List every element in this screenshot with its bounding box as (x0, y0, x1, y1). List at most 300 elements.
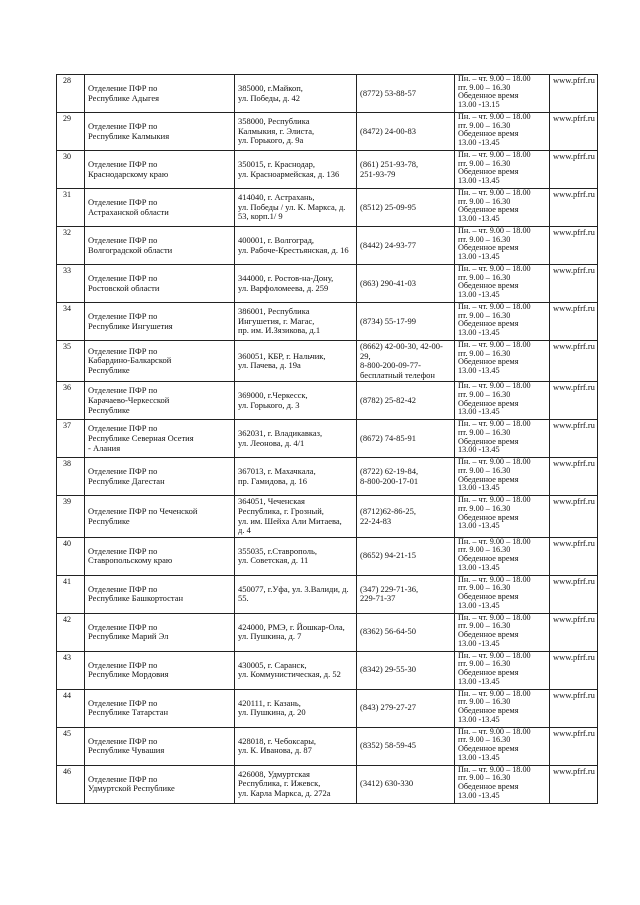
branch-name-line: Удмуртской Республике (88, 783, 175, 794)
branch-name-line: Краснодарскому краю (88, 168, 169, 179)
branch-name-cell (85, 113, 235, 151)
hours-line: пт. 9.00 – 16.30 (458, 427, 511, 437)
hours-cell (455, 727, 550, 765)
address-line: Калмыкия, г. Элиста, (238, 125, 315, 136)
hours-line: пт. 9.00 – 16.30 (458, 503, 511, 513)
address-cell (235, 496, 357, 537)
address-cell (235, 458, 357, 496)
hours-line: Пн. – чт. 9.00 – 18.00 (458, 537, 531, 546)
branch-name-cell (85, 496, 235, 537)
address-line: Ингушетия, г. Магас, (238, 315, 315, 326)
website-link[interactable]: www.pfrf.ru (550, 189, 598, 227)
hours-line: пт. 9.00 – 16.30 (458, 234, 511, 244)
address-line: Республика, г. Ижевск, (238, 778, 321, 789)
address-cell (235, 727, 357, 765)
branch-name-line: Отделение ПФР по (88, 697, 158, 708)
address-line: 350015, г. Краснодар, (238, 158, 316, 169)
table-row (57, 265, 598, 303)
phone-cell (357, 189, 455, 227)
hours-line: Обеденное время (458, 129, 519, 139)
branch-name-cell (85, 458, 235, 496)
hours-line: 13.00 -13.45 (458, 790, 500, 800)
hours-line: 13.00 -13.45 (458, 407, 500, 417)
website-link[interactable]: www.pfrf.ru (550, 765, 598, 803)
address-line: ул. Горького, д. 3 (238, 399, 300, 410)
address-line: ул. Карла Маркса, д. 272а (238, 788, 331, 799)
hours-line: Пн. – чт. 9.00 – 18.00 (458, 74, 531, 83)
hours-line: Пн. – чт. 9.00 – 18.00 (458, 112, 531, 121)
hours-cell (455, 575, 550, 613)
table-row (57, 575, 598, 613)
table-row (57, 496, 598, 537)
address-line: 385000, г.Майкоп, (238, 82, 303, 93)
phone-cell (357, 537, 455, 575)
hours-line: Обеденное время (458, 743, 519, 753)
phone-line: (8772) 53-88-57 (360, 87, 416, 98)
hours-cell (455, 75, 550, 113)
address-line: ул. К. Иванова, д. 87 (238, 745, 312, 756)
branch-name-line: Отделение ПФР по (88, 120, 158, 131)
hours-line: Обеденное время (458, 357, 519, 367)
row-number: 37 (57, 420, 85, 458)
hours-line: 13.00 -13.45 (458, 600, 500, 610)
hours-cell (455, 113, 550, 151)
address-line: 420111, г. Казань, (238, 697, 301, 708)
phone-line: (8734) 55-17-99 (360, 315, 416, 326)
phone-cell (357, 227, 455, 265)
address-line: пр. Гамидова, д. 16 (238, 475, 308, 486)
table-row (57, 689, 598, 727)
phone-line: 251-93-79 (360, 168, 396, 179)
hours-line: Пн. – чт. 9.00 – 18.00 (458, 302, 531, 311)
address-line: 362031, г. Владикавказ, (238, 428, 323, 439)
address-line: ул. Победы, д. 42 (238, 92, 300, 103)
address-cell (235, 151, 357, 189)
hours-line: Пн. – чт. 9.00 – 18.00 (458, 419, 531, 429)
branch-name-line: Республике Татарстан (88, 707, 169, 718)
hours-line: Пн. – чт. 9.00 – 18.00 (458, 457, 531, 467)
hours-line: Пн. – чт. 9.00 – 18.00 (458, 613, 531, 622)
phone-line: (8652) 94-21-15 (360, 550, 416, 561)
branch-name-line: Республике Башкортостан (88, 593, 184, 604)
branch-name-line: Отделение ПФР по (88, 310, 158, 321)
address-cell (235, 575, 357, 613)
hours-line: 13.00 -13.45 (458, 676, 500, 686)
row-number: 40 (57, 537, 85, 575)
website-link[interactable]: www.pfrf.ru (550, 651, 598, 689)
branch-name-cell (85, 689, 235, 727)
website-link[interactable]: www.pfrf.ru (550, 575, 598, 613)
hours-line: 13.00 -13.45 (458, 445, 500, 455)
hours-line: Обеденное время (458, 591, 519, 601)
hours-cell (455, 265, 550, 303)
address-cell (235, 613, 357, 651)
branch-name-cell (85, 727, 235, 765)
table-row (57, 227, 598, 265)
hours-line: пт. 9.00 – 16.30 (458, 621, 511, 631)
phone-line: (8672) 74-85-91 (360, 433, 416, 444)
pfr-branches-table-page (56, 74, 597, 804)
address-cell (235, 227, 357, 265)
table-row (57, 613, 598, 651)
hours-line: Пн. – чт. 9.00 – 18.00 (458, 689, 531, 698)
branch-name-line: Отделение ПФР по (88, 196, 158, 207)
hours-cell (455, 151, 550, 189)
hours-line: пт. 9.00 – 16.30 (458, 272, 511, 282)
table-row (57, 382, 598, 420)
hours-line: Пн. – чт. 9.00 – 18.00 (458, 765, 531, 774)
branch-name-line: Отделение ПФР по (88, 735, 158, 746)
hours-line: Обеденное время (458, 705, 519, 715)
hours-line: 13.00 -13.45 (458, 251, 500, 261)
hours-line: Пн. – чт. 9.00 – 18.00 (458, 340, 531, 349)
hours-line: 13.00 -13.15 (458, 99, 500, 109)
hours-line: пт. 9.00 – 16.30 (458, 389, 511, 399)
hours-line: Обеденное время (458, 243, 519, 253)
address-line: 428018, г. Чебоксары, (238, 735, 317, 746)
phone-line: (8512) 25-09-95 (360, 201, 416, 212)
branch-name-line: Республике Калмыкия (88, 130, 170, 141)
hours-line: пт. 9.00 – 16.30 (458, 310, 511, 320)
phone-cell (357, 382, 455, 420)
branch-name-cell (85, 189, 235, 227)
phone-cell (357, 575, 455, 613)
branch-name-line: Кабардино-Балкарской (88, 355, 172, 366)
website-link[interactable]: www.pfrf.ru (550, 689, 598, 727)
phone-line: (8712)62-86-25, (360, 505, 416, 516)
branch-name-line: Республике Марий Эл (88, 631, 169, 642)
phone-cell (357, 651, 455, 689)
branch-name-line: Республике Дагестан (88, 475, 165, 486)
hours-line: пт. 9.00 – 16.30 (458, 545, 511, 555)
address-line: ул. Коммунистическая, д. 52 (238, 669, 341, 680)
branch-name-cell (85, 265, 235, 303)
phone-line: (8442) 24-93-77 (360, 239, 416, 250)
phone-cell (357, 265, 455, 303)
address-line: 360051, КБР, г. Нальчик, (238, 350, 326, 361)
phone-line: (8352) 58-59-45 (360, 740, 416, 751)
phone-line: 8-800-200-09-77- (360, 360, 421, 371)
hours-line: пт. 9.00 – 16.30 (458, 773, 511, 783)
phone-cell (357, 341, 455, 382)
branch-name-line: Отделение ПФР по Чеченской (88, 505, 198, 516)
branch-name-cell (85, 227, 235, 265)
phone-line: (861) 251-93-78, (360, 158, 419, 169)
address-line: ул. Советская, д. 11 (238, 555, 309, 566)
website-link[interactable]: www.pfrf.ru (550, 151, 598, 189)
table-row (57, 75, 598, 113)
branch-name-line: Республике Ингушетия (88, 320, 173, 331)
address-line: ул. им. Шейха Али Митаева, (238, 515, 342, 526)
table-row (57, 303, 598, 341)
phone-line: (863) 290-41-03 (360, 277, 416, 288)
phone-line: (8342) 29-55-30 (360, 664, 416, 675)
branch-name-cell (85, 651, 235, 689)
hours-line: 13.00 -13.45 (458, 638, 500, 648)
phone-cell (357, 765, 455, 803)
hours-line: Обеденное время (458, 205, 519, 215)
branch-name-cell (85, 613, 235, 651)
website-link[interactable]: www.pfrf.ru (550, 341, 598, 382)
branch-name-cell (85, 765, 235, 803)
phone-cell (357, 458, 455, 496)
address-line: д. 4 (238, 525, 251, 536)
phone-cell (357, 496, 455, 537)
address-line: ул. Рабоче-Крестьянская, д. 16 (238, 244, 349, 255)
address-line: ул. Леонова, д. 4/1 (238, 437, 305, 448)
address-line: ул. Красноармейская, д. 136 (238, 168, 340, 179)
row-number: 33 (57, 265, 85, 303)
hours-line: Обеденное время (458, 436, 519, 446)
hours-line: Обеденное время (458, 167, 519, 177)
address-line: 358000, Республика (238, 116, 310, 127)
address-line: 369000, г.Черкесск, (238, 390, 308, 401)
branch-name-line: Отделение ПФР по (88, 272, 158, 283)
hours-line: 13.00 -13.45 (458, 213, 500, 223)
address-cell (235, 765, 357, 803)
table-row (57, 113, 598, 151)
row-number: 45 (57, 727, 85, 765)
address-cell (235, 303, 357, 341)
row-number: 42 (57, 613, 85, 651)
branch-name-line: - Алания (88, 442, 121, 453)
row-number: 29 (57, 113, 85, 151)
branch-name-line: Ростовской области (88, 282, 160, 293)
address-line: 367013, г. Махачкала, (238, 466, 316, 477)
branch-name-line: Республике (88, 515, 130, 526)
hours-cell (455, 651, 550, 689)
branch-name-line: Отделение ПФР по (88, 773, 158, 784)
branch-name-line: Отделение ПФР по (88, 583, 158, 594)
branch-name-line: Волгоградской области (88, 244, 173, 255)
table-row (57, 651, 598, 689)
branch-name-line: Отделение ПФР по (88, 659, 158, 670)
phone-cell (357, 420, 455, 458)
website-link[interactable]: www.pfrf.ru (550, 265, 598, 303)
phone-cell (357, 613, 455, 651)
hours-cell (455, 189, 550, 227)
row-number: 46 (57, 765, 85, 803)
hours-cell (455, 689, 550, 727)
hours-line: 13.00 -13.45 (458, 175, 500, 185)
phone-line: бесплатный телефон (360, 369, 435, 380)
website-link[interactable]: www.pfrf.ru (550, 303, 598, 341)
phone-line: (3412) 630-330 (360, 778, 414, 789)
address-cell (235, 651, 357, 689)
branch-name-line: Отделение ПФР по (88, 345, 158, 356)
address-cell (235, 537, 357, 575)
phone-line: (8472) 24-00-83 (360, 125, 416, 136)
branch-name-line: Отделение ПФР по (88, 82, 158, 93)
hours-line: 13.00 -13.45 (458, 562, 500, 572)
hours-line: Обеденное время (458, 553, 519, 563)
hours-line: Обеденное время (458, 474, 519, 484)
hours-line: пт. 9.00 – 16.30 (458, 82, 511, 92)
address-line: ул. Варфоломеева, д. 259 (238, 282, 329, 293)
row-number: 43 (57, 651, 85, 689)
phone-cell (357, 151, 455, 189)
table-row (57, 189, 598, 227)
address-cell (235, 189, 357, 227)
hours-line: Пн. – чт. 9.00 – 18.00 (458, 651, 531, 660)
address-line: 414040, г. Астрахань, (238, 192, 315, 203)
phone-cell (357, 303, 455, 341)
hours-line: 13.00 -13.45 (458, 483, 500, 493)
hours-line: пт. 9.00 – 16.30 (458, 465, 511, 475)
phone-cell (357, 113, 455, 151)
branch-name-line: Республике Адыгея (88, 92, 160, 103)
website-link[interactable]: www.pfrf.ru (550, 537, 598, 575)
website-link[interactable]: www.pfrf.ru (550, 227, 598, 265)
address-line: Республика, г. Грозный, (238, 505, 324, 516)
address-line: 400001, г. Волгоград, (238, 234, 315, 245)
address-line: ул. Пачева, д. 19а (238, 360, 301, 371)
hours-line: Обеденное время (458, 319, 519, 329)
row-number: 34 (57, 303, 85, 341)
hours-line: 13.00 -13.45 (458, 521, 500, 531)
hours-line: Пн. – чт. 9.00 – 18.00 (458, 575, 531, 584)
phone-line: 8-800-200-17-01 (360, 475, 419, 486)
hours-line: Пн. – чт. 9.00 – 18.00 (458, 188, 531, 197)
branch-name-cell (85, 303, 235, 341)
row-number: 28 (57, 75, 85, 113)
row-number: 31 (57, 189, 85, 227)
address-cell (235, 382, 357, 420)
branch-name-line: Республике (88, 404, 130, 415)
branch-name-line: Астраханской области (88, 206, 169, 217)
hours-line: Обеденное время (458, 667, 519, 677)
address-line: ул. Горького, д. 9а (238, 135, 304, 146)
branch-name-line: Республике Чувашия (88, 745, 165, 756)
hours-line: 13.00 -13.45 (458, 752, 500, 762)
hours-line: 13.00 -13.45 (458, 137, 500, 147)
phone-line: 229-71-37 (360, 593, 396, 604)
hours-line: Пн. – чт. 9.00 – 18.00 (458, 226, 531, 235)
branch-name-line: Республике Мордовия (88, 669, 169, 680)
branch-name-line: Ставропольскому краю (88, 555, 173, 566)
phone-line: (347) 229-71-36, (360, 583, 419, 594)
phone-line: (8722) 62-19-84, (360, 466, 419, 477)
website-link[interactable]: www.pfrf.ru (550, 420, 598, 458)
website-link[interactable]: www.pfrf.ru (550, 113, 598, 151)
hours-line: пт. 9.00 – 16.30 (458, 196, 511, 206)
phone-line: (8362) 56-64-50 (360, 626, 416, 637)
website-link[interactable]: www.pfrf.ru (550, 496, 598, 537)
address-line: 430005, г. Саранск, (238, 659, 307, 670)
address-line: 344000, г. Ростов-на-Дону, (238, 272, 334, 283)
branch-name-line: Отделение ПФР по (88, 621, 158, 632)
hours-cell (455, 341, 550, 382)
hours-line: пт. 9.00 – 16.30 (458, 120, 511, 130)
address-line: пр. им. И.Зязикова, д.1 (238, 325, 321, 336)
hours-line: Обеденное время (458, 281, 519, 291)
branch-name-line: Карачаево-Черкесской (88, 395, 170, 406)
hours-line: пт. 9.00 – 16.30 (458, 348, 511, 358)
row-number: 41 (57, 575, 85, 613)
phone-line: (843) 279-27-27 (360, 702, 416, 713)
phone-line: (8782) 25-82-42 (360, 395, 416, 406)
address-line: ул. Пушкина, д. 7 (238, 631, 302, 642)
hours-line: 13.00 -13.45 (458, 289, 500, 299)
hours-line: Обеденное время (458, 629, 519, 639)
hours-cell (455, 537, 550, 575)
hours-cell (455, 420, 550, 458)
hours-line: Обеденное время (458, 512, 519, 522)
row-number: 44 (57, 689, 85, 727)
website-link[interactable]: www.pfrf.ru (550, 613, 598, 651)
row-number: 32 (57, 227, 85, 265)
hours-line: Пн. – чт. 9.00 – 18.00 (458, 727, 531, 736)
phone-cell (357, 689, 455, 727)
hours-line: Обеденное время (458, 781, 519, 791)
table-body (57, 75, 598, 804)
hours-line: 13.00 -13.45 (458, 327, 500, 337)
address-cell (235, 265, 357, 303)
branch-name-line: Отделение ПФР по (88, 423, 158, 434)
address-cell (235, 75, 357, 113)
website-link[interactable]: www.pfrf.ru (550, 382, 598, 420)
address-line: 53, корп.1/ 9 (238, 211, 283, 222)
hours-cell (455, 382, 550, 420)
hours-line: Обеденное время (458, 91, 519, 101)
phone-cell (357, 727, 455, 765)
hours-cell (455, 303, 550, 341)
hours-cell (455, 458, 550, 496)
table-row (57, 727, 598, 765)
hours-line: Пн. – чт. 9.00 – 18.00 (458, 495, 531, 505)
website-link[interactable]: www.pfrf.ru (550, 727, 598, 765)
branch-name-cell (85, 382, 235, 420)
table-row (57, 537, 598, 575)
address-cell (235, 689, 357, 727)
phone-cell (357, 75, 455, 113)
address-line: ул. Пушкина, д. 20 (238, 707, 306, 718)
hours-line: Пн. – чт. 9.00 – 18.00 (458, 381, 531, 391)
branch-name-line: Республике Северная Осетия (88, 433, 194, 444)
hours-line: Пн. – чт. 9.00 – 18.00 (458, 150, 531, 159)
phone-line: (8662) 42-00-30, 42-00- (360, 341, 443, 351)
branch-name-line: Отделение ПФР по (88, 385, 158, 396)
branch-name-line: Республике (88, 364, 130, 375)
hours-cell (455, 765, 550, 803)
branch-name-line: Отделение ПФР по (88, 545, 158, 556)
address-cell (235, 341, 357, 382)
hours-line: пт. 9.00 – 16.30 (458, 659, 511, 669)
row-number: 35 (57, 341, 85, 382)
phone-line: 22-24-83 (360, 515, 392, 526)
hours-line: пт. 9.00 – 16.30 (458, 735, 511, 745)
table-row (57, 765, 598, 803)
hours-line: 13.00 -13.45 (458, 714, 500, 724)
hours-cell (455, 227, 550, 265)
address-line: 364051, Чеченская (238, 496, 305, 507)
hours-line: Обеденное время (458, 398, 519, 408)
table-row (57, 341, 598, 382)
branch-name-cell (85, 420, 235, 458)
phone-line: 29, (360, 350, 371, 361)
branch-name-cell (85, 75, 235, 113)
branch-name-cell (85, 575, 235, 613)
hours-line: пт. 9.00 – 16.30 (458, 158, 511, 168)
hours-cell (455, 496, 550, 537)
address-line: ул. Победы / ул. К. Маркса, д. (238, 201, 346, 212)
website-link[interactable]: www.pfrf.ru (550, 75, 598, 113)
website-link[interactable]: www.pfrf.ru (550, 458, 598, 496)
address-line: 426008, Удмуртская (238, 768, 310, 779)
address-cell (235, 113, 357, 151)
row-number: 36 (57, 382, 85, 420)
hours-line: Пн. – чт. 9.00 – 18.00 (458, 264, 531, 273)
